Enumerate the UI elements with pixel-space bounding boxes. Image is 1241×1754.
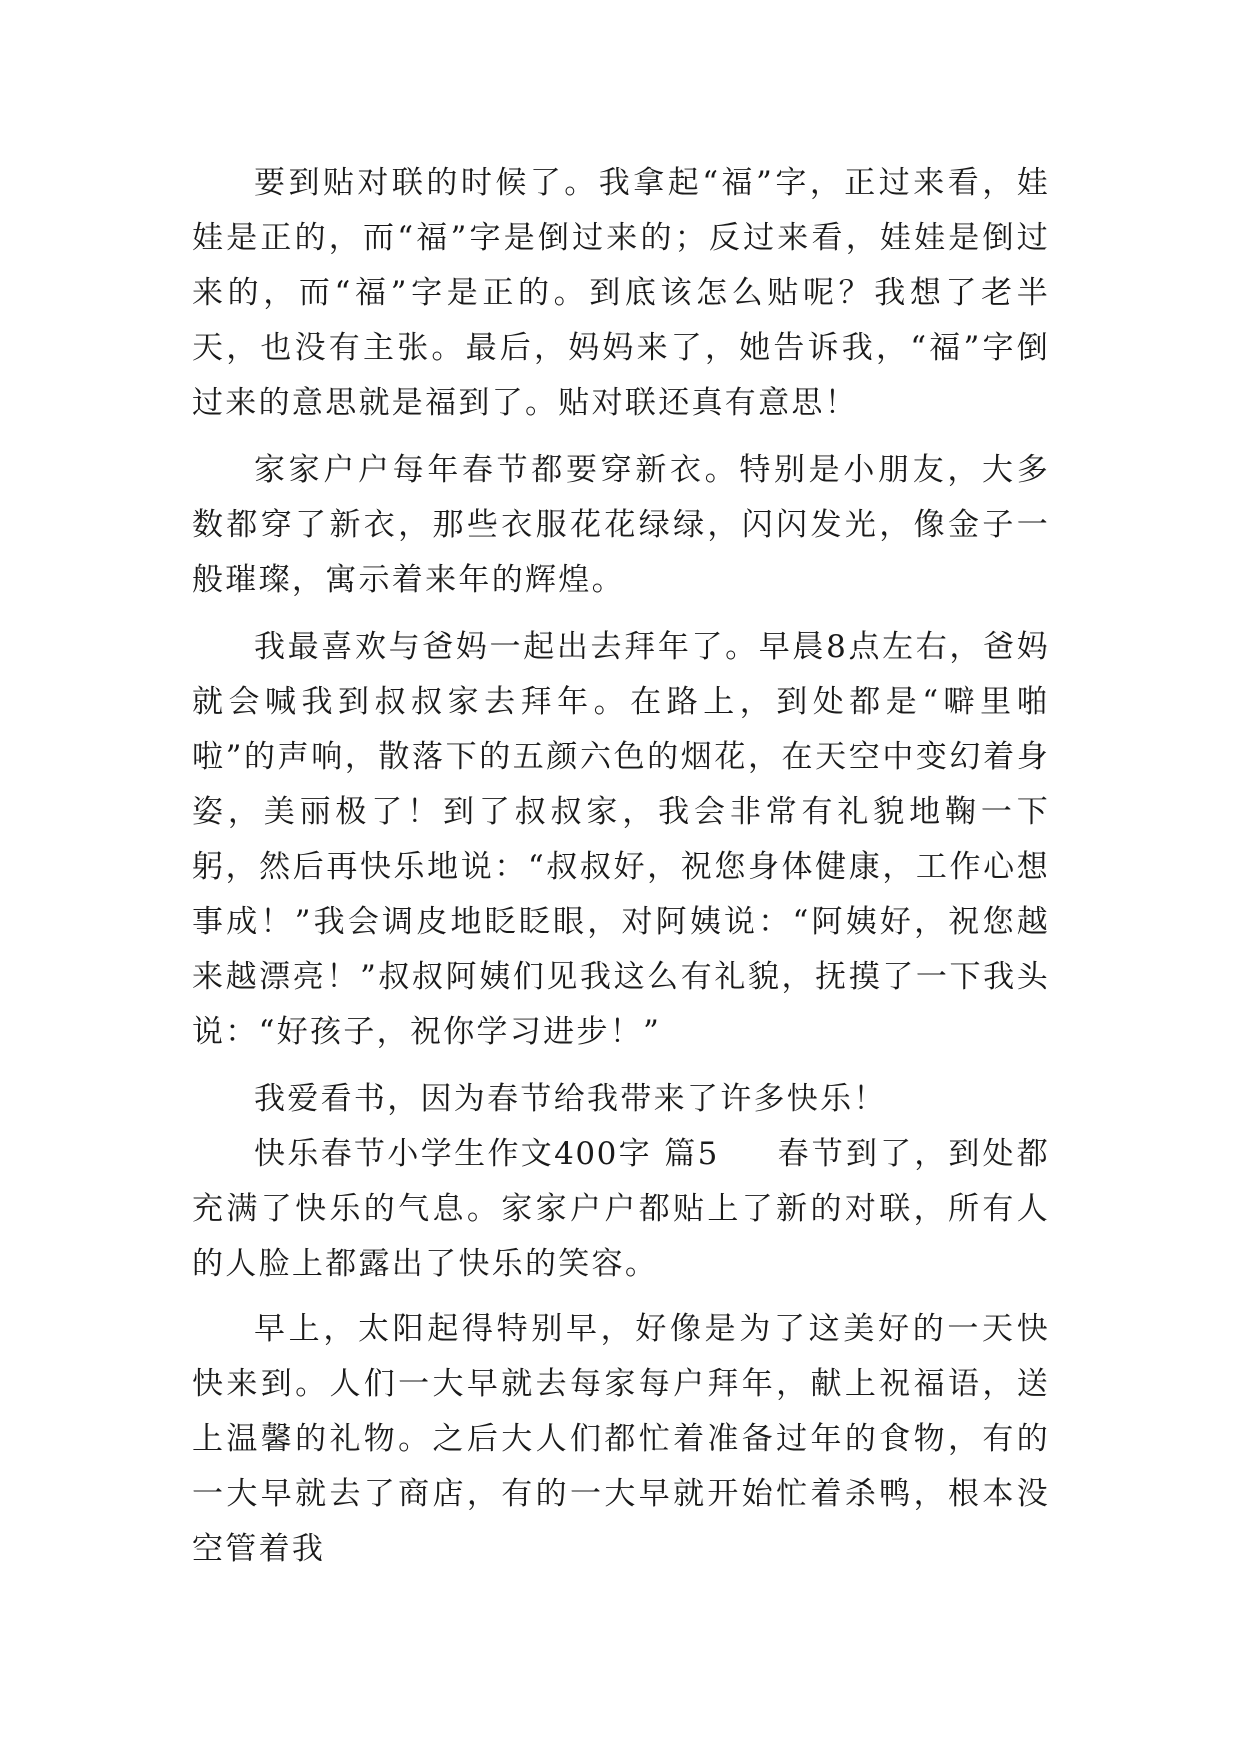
paragraph-section-5: [192, 1127, 1050, 1292]
section-first-text: 春节到了，到处都充满了快乐的气息。家家户户都贴上了新的对联，所有人的人脸上都露出了快乐的笑容。: [192, 1136, 1050, 1282]
paragraph-new-clothes: 家家户户每年春节都要穿新衣。特别是小朋友，大多数都穿了新衣，那些衣服花花绿绿，闪闪发光，像金子一般璀璨，寓示着来年的辉煌。: [192, 452, 1050, 598]
paragraph-fu-character: 要到贴对联的时候了。我拿起“福”字，正过来看，娃娃是正的，而“福”字是倒过来的；反过来看，娃娃是倒过来的，而“福”字是正的。到底该怎么贴呢？我想了老半天，也没有主张。最后，妈妈来了，她告诉我，“福”字倒过来的意思就是福到了。贴对联还真有意思！: [192, 165, 1050, 421]
paragraph-love-reading: 我爱看书，因为春节给我带来了许多快乐！: [254, 1081, 887, 1117]
document-body: [192, 156, 1050, 1577]
paragraph-morning: 早上，太阳起得特别早，好像是为了这美好的一天快快来到。人们一大早就去每家每户拜年，献上祝福语，送上温馨的礼物。之后大人们都忙着准备过年的食物，有的一大早就去了商店，有的一大早就开始忙着杀鸭，根本没空管着我: [192, 1311, 1050, 1567]
section-heading: 快乐春节小学生作文400字 篇5: [254, 1136, 719, 1172]
paragraph-new-year-visit: 我最喜欢与爸妈一起出去拜年了。早晨8点左右，爸妈就会喊我到叔叔家去拜年。在路上，到处都是“噼里啪啦”的声响，散落下的五颜六色的烟花，在天空中变幻着身姿，美丽极了！到了叔叔家，我会非常有礼貌地鞠一下躬，然后再快乐地说：“叔叔好，祝您身体健康，工作心想事成！”我会调皮地眨眨眼，对阿姨说：“阿姨好，祝您越来越漂亮！”叔叔阿姨们见我这么有礼貌，抚摸了一下我头说：“好孩子，祝你学习进步！”: [192, 629, 1050, 1050]
